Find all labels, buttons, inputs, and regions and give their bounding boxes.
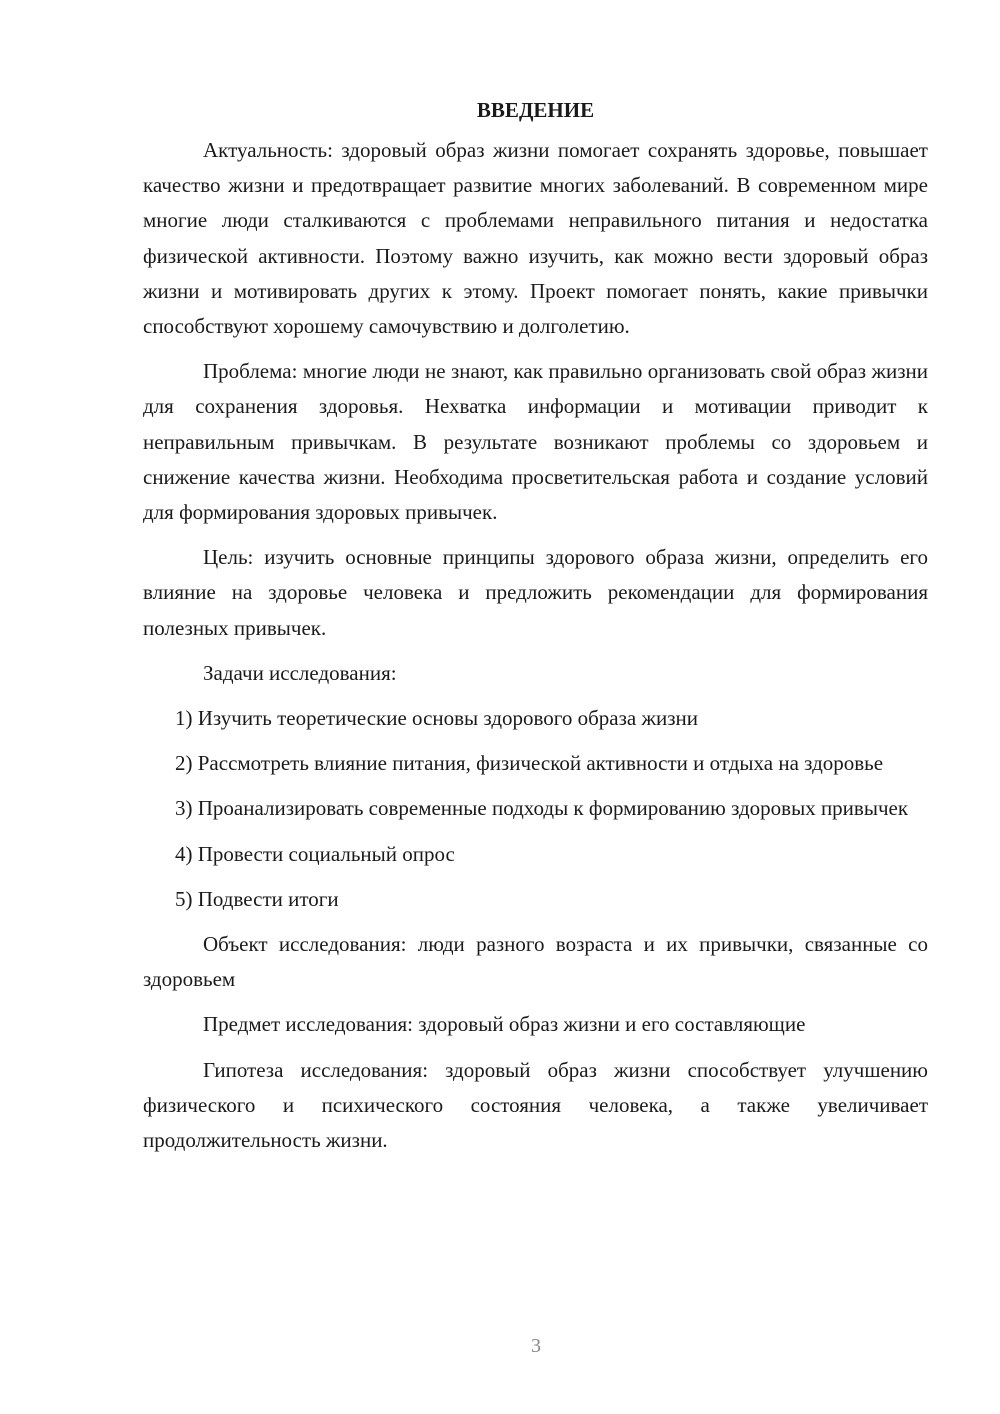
paragraph-object: Объект исследования: люди разного возраста и их привычки, связанные со здоровьем [143,932,928,992]
section-heading: ВВЕДЕНИЕ [476,98,595,122]
paragraph-relevance: Актуальность: здоровый образ жизни помогает сохранять здоровье, повышает качество жизни и предотвращает развитие многих заболеваний. В современном мире многие люди сталкиваются с проблемами неправильного питания и недостатка физической активности. Поэтому важно изучить, как можно вести здоровый образ жизни и мотивировать других к этому. Проект помогает понять, какие привычки способствуют хорошему самочувствию и долголетию. [143,138,928,339]
list-item-task-2: 2) Рассмотреть влияние питания, физической активности и отдыха на здоровье [175,751,884,776]
list-item-task-1: 1) Изучить теоретические основы здорового образа жизни [175,706,699,731]
paragraph-hypothesis: Гипотеза исследования: здоровый образ жизни способствует улучшению физического и психического состояния человека, а также увеличивает продолжительность жизни. [143,1057,928,1153]
list-item-task-5: 5) Подвести итоги [175,886,339,911]
paragraph-subject: Предмет исследования: здоровый образ жизни и его составляющие [203,1012,806,1037]
paragraph-goal: Цель: изучить основные принципы здорового образа жизни, определить его влияние на здоровье человека и предложить рекомендации для формирования полезных привычек. [143,545,928,640]
page-number: 3 [531,1335,541,1357]
list-item-task-4: 4) Провести социальный опрос [175,841,455,866]
list-item-task-3: 3) Проанализировать современные подходы к формированию здоровых привычек [175,796,909,821]
paragraph-tasks-title: Задачи исследования: [203,660,397,685]
document-page [143,95,928,1168]
paragraph-problem: Проблема: многие люди не знают, как правильно организовать свой образ жизни для сохранения здоровья. Нехватка информации и мотивации приводит к неправильным привычкам. В результате возникают проблемы со здоровьем и снижение качества жизни. Необходима просветительская работа и создание условий для формирования здоровых привычек. [143,359,928,525]
